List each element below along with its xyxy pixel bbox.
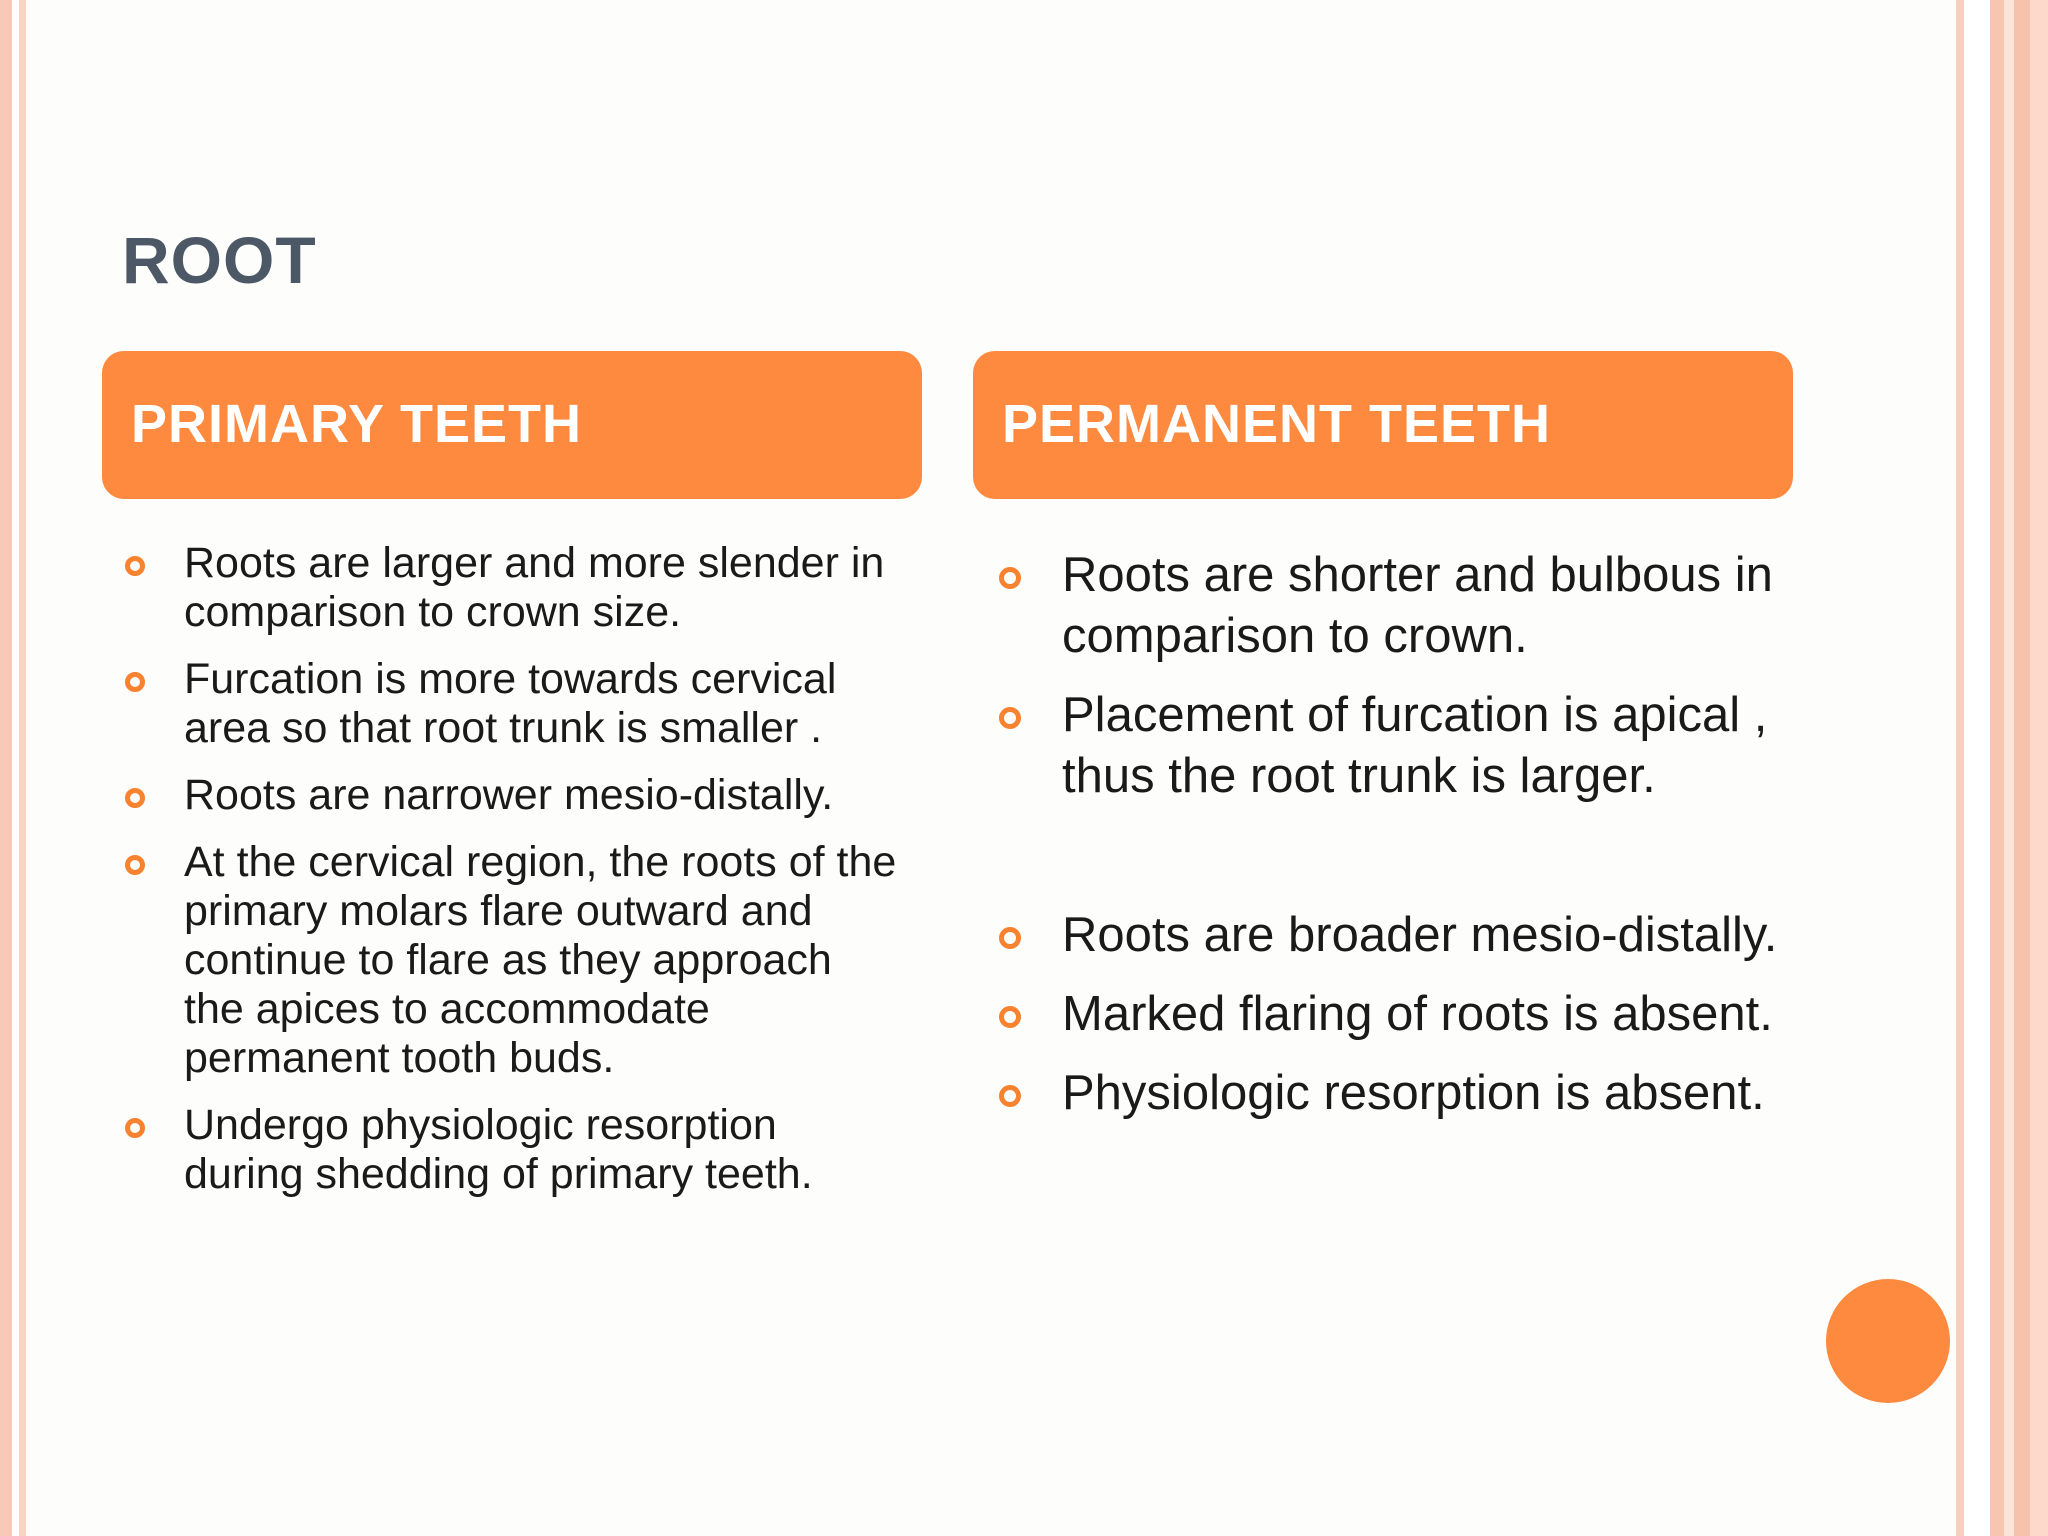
hollow-circle-bullet-icon xyxy=(999,1085,1021,1107)
hollow-circle-bullet-icon xyxy=(999,927,1021,949)
hollow-circle-bullet-icon xyxy=(125,556,145,576)
primary-teeth-header xyxy=(102,351,922,499)
right-border-gap xyxy=(1964,0,1990,1536)
hollow-circle-bullet-icon xyxy=(999,567,1021,589)
right-border-stripe xyxy=(2004,0,2014,1536)
permanent-teeth-bullet-list xyxy=(996,545,1796,1142)
hollow-circle-bullet-icon xyxy=(125,855,145,875)
bullet-item xyxy=(996,1063,1796,1124)
bullet-text: At the cervical region, the roots of the primary molars flare outward and continue to flare as they approach the apices to accommodate permanent tooth buds. xyxy=(184,838,897,1082)
permanent-teeth-header xyxy=(973,351,1793,499)
bullet-text: Roots are shorter and bulbous in comparison to crown. xyxy=(1062,548,1773,663)
bullet-item xyxy=(122,1101,902,1199)
hollow-circle-bullet-icon xyxy=(125,1118,145,1138)
bullet-text: Physiologic resorption is absent. xyxy=(1062,1066,1765,1120)
right-border-stripe xyxy=(1956,0,1964,1536)
bullet-item xyxy=(996,685,1796,807)
bullet-item xyxy=(122,838,902,1083)
bullet-text: Furcation is more towards cervical area so that root trunk is smaller . xyxy=(184,655,837,752)
right-border-stripe xyxy=(1990,0,2004,1536)
hollow-circle-bullet-icon xyxy=(999,707,1021,729)
hollow-circle-bullet-icon xyxy=(125,672,145,692)
bullet-text: Placement of furcation is apical , thus the root trunk is larger. xyxy=(1062,688,1768,803)
bullet-item xyxy=(122,655,902,753)
orange-circle-decoration-icon xyxy=(1826,1279,1950,1403)
left-border-stripe xyxy=(0,0,12,1536)
left-border-gap xyxy=(12,0,19,1536)
bullet-item xyxy=(996,545,1796,667)
bullet-item xyxy=(122,539,902,637)
bullet-text: Roots are narrower mesio-distally. xyxy=(184,771,834,819)
bullet-item xyxy=(122,771,902,820)
right-border-stripe xyxy=(2014,0,2030,1536)
permanent-teeth-header-label: PERMANENT TEETH xyxy=(1002,394,1552,454)
bullet-item xyxy=(996,984,1796,1045)
primary-teeth-header-label: PRIMARY TEETH xyxy=(131,394,583,454)
bullet-text: Marked flaring of roots is absent. xyxy=(1062,987,1773,1041)
bullet-text: Undergo physiologic resorption during shedding of primary teeth. xyxy=(184,1101,813,1198)
bullet-text: Roots are larger and more slender in comparison to crown size. xyxy=(184,539,885,636)
hollow-circle-bullet-icon xyxy=(125,788,145,808)
right-border-stripe xyxy=(2030,0,2048,1536)
hollow-circle-bullet-icon xyxy=(999,1006,1021,1028)
bullet-text: Roots are broader mesio-distally. xyxy=(1062,908,1778,962)
slide-title: ROOT xyxy=(122,223,317,297)
left-border-stripe-inner xyxy=(19,0,26,1536)
primary-teeth-bullet-list xyxy=(122,539,902,1217)
bullet-item xyxy=(996,905,1796,966)
